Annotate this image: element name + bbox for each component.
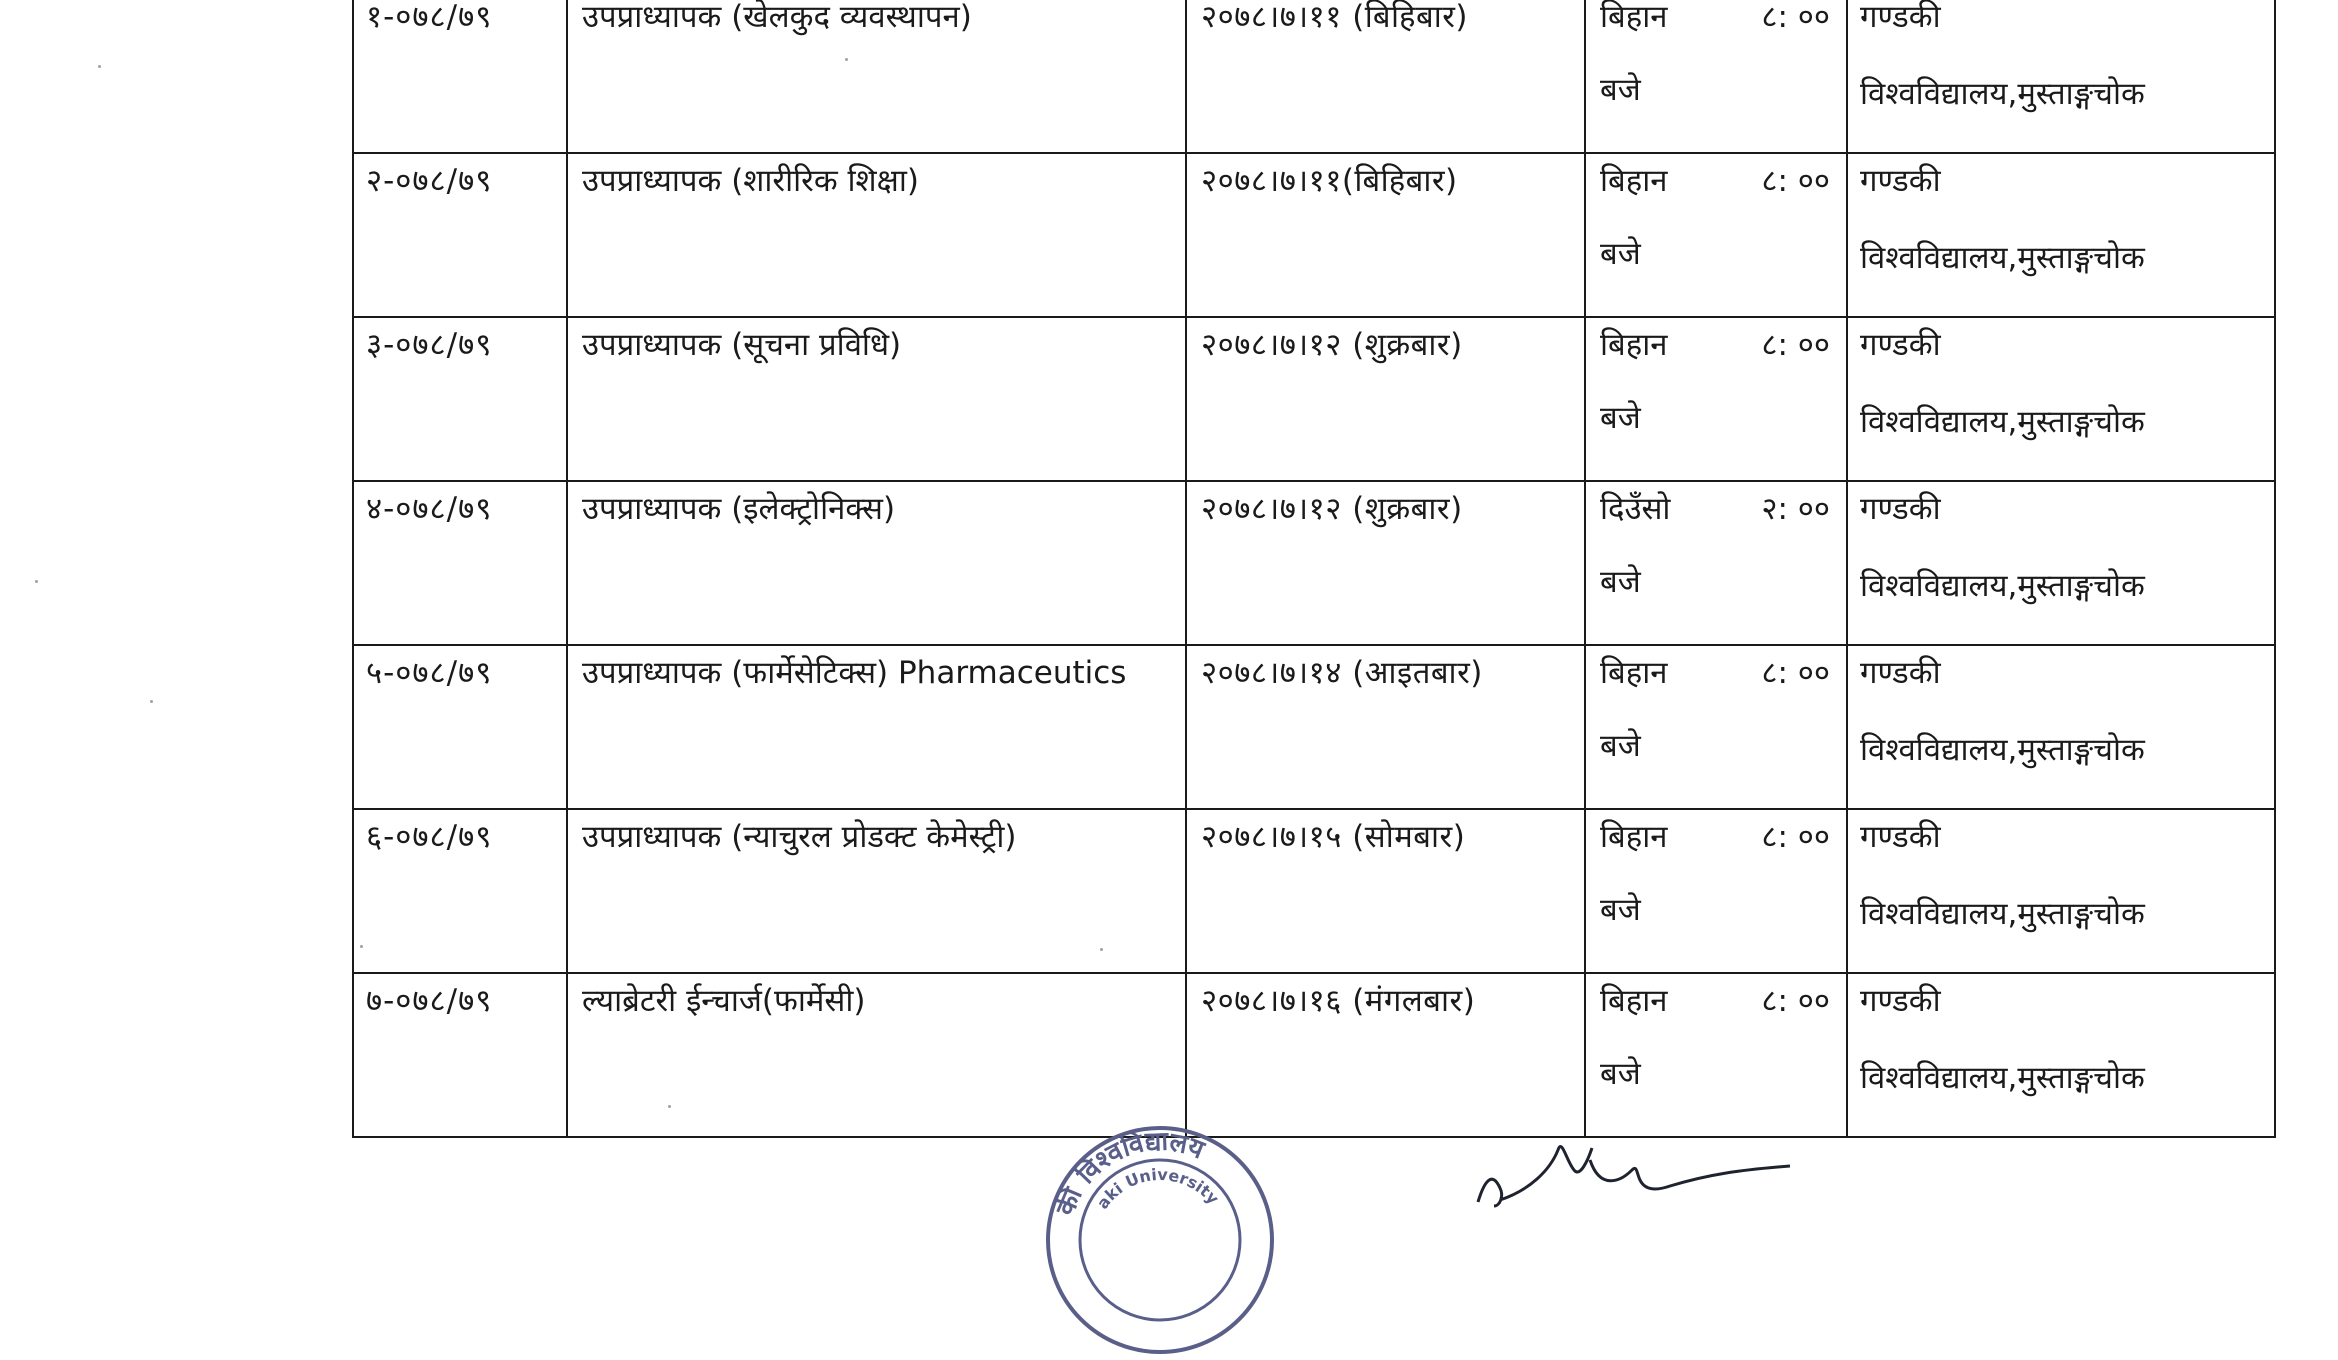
venue-line2: विश्वविद्यालय,मुस्ताङ्गचोक (1860, 240, 2145, 276)
time-unit: बजे (1600, 564, 1641, 600)
post-cell (567, 809, 1186, 973)
time-value: ८: ०० (1761, 327, 1830, 363)
advert-code: ७-०७८/७९ (366, 983, 493, 1019)
venue-line2: विश्वविद्यालय,मुस्ताङ्गचोक (1860, 1060, 2145, 1096)
code-cell (353, 0, 567, 153)
exam-date: २०७८।७।१६ (मंगलबार) (1201, 983, 1476, 1019)
venue-cell (1847, 809, 2275, 973)
table-row (353, 317, 2275, 481)
post-cell (567, 645, 1186, 809)
time-period: बिहान (1600, 163, 1668, 199)
time-value: ८: ०० (1761, 819, 1830, 855)
exam-date: २०७८।७।१५ (सोमबार) (1201, 819, 1466, 855)
venue-line1: गण्डकी (1860, 655, 1941, 691)
time-value: ८: ०० (1761, 0, 1830, 35)
scan-speck (98, 65, 101, 68)
exam-date: २०७८।७।१२ (शुक्रबार) (1201, 491, 1463, 527)
time-unit: बजे (1600, 892, 1641, 928)
time-value: ८: ०० (1761, 983, 1830, 1019)
date-cell (1186, 645, 1585, 809)
exam-date: २०७८।७।१४ (आइतबार) (1201, 655, 1483, 691)
post-title: ल्याब्रेटरी ईन्चार्ज(फार्मेसी) (582, 983, 866, 1019)
code-cell (353, 809, 567, 973)
table-row (353, 809, 2275, 973)
time-unit: बजे (1600, 400, 1641, 436)
date-cell (1186, 481, 1585, 645)
venue-line1: गण्डकी (1860, 983, 1941, 1019)
date-cell (1186, 973, 1585, 1137)
post-cell (567, 481, 1186, 645)
advert-code: ३-०७८/७९ (366, 327, 493, 363)
table-row (353, 645, 2275, 809)
post-cell (567, 973, 1186, 1137)
time-period: बिहान (1600, 0, 1668, 35)
venue-line1: गण्डकी (1860, 0, 1941, 35)
post-cell (567, 0, 1186, 153)
advert-code: ५-०७८/७९ (366, 655, 493, 691)
venue-line2: विश्वविद्यालय,मुस्ताङ्गचोक (1860, 732, 2145, 768)
scan-speck (150, 700, 153, 703)
time-unit: बजे (1600, 72, 1641, 108)
venue-cell (1847, 973, 2275, 1137)
time-period: बिहान (1600, 819, 1668, 855)
post-title: उपप्राध्यापक (इलेक्ट्रोनिक्स) (582, 491, 896, 527)
venue-line2: विश्वविद्यालय,मुस्ताङ्गचोक (1860, 76, 2145, 112)
seal-inner-ring (1080, 1160, 1240, 1320)
date-cell (1186, 153, 1585, 317)
time-value: ८: ०० (1761, 655, 1830, 691)
post-cell (567, 153, 1186, 317)
post-title: उपप्राध्यापक (शारीरिक शिक्षा) (582, 163, 919, 199)
advert-code: ४-०७८/७९ (366, 491, 493, 527)
venue-cell (1847, 317, 2275, 481)
time-cell (1585, 481, 1847, 645)
time-period: बिहान (1600, 983, 1668, 1019)
venue-line2: विश्वविद्यालय,मुस्ताङ्गचोक (1860, 568, 2145, 604)
venue-line1: गण्डकी (1860, 819, 1941, 855)
post-title: उपप्राध्यापक (सूचना प्रविधि) (582, 327, 902, 363)
exam-schedule-table (352, 0, 2276, 1138)
post-title: उपप्राध्यापक (न्याचुरल प्रोडक्ट केमेस्ट्री) (582, 819, 1017, 855)
post-title: उपप्राध्यापक (फार्मेसेटिक्स) Pharmaceutics (582, 655, 1127, 691)
table-row (353, 153, 2275, 317)
code-cell (353, 973, 567, 1137)
exam-date: २०७८।७।१२ (शुक्रबार) (1201, 327, 1463, 363)
venue-line2: विश्वविद्यालय,मुस्ताङ्गचोक (1860, 404, 2145, 440)
code-cell (353, 645, 567, 809)
time-cell (1585, 317, 1847, 481)
date-cell (1186, 317, 1585, 481)
advert-code: १-०७८/७९ (366, 0, 493, 35)
time-unit: बजे (1600, 728, 1641, 764)
code-cell (353, 317, 567, 481)
time-unit: बजे (1600, 236, 1641, 272)
time-value: ८: ०० (1761, 163, 1830, 199)
venue-cell (1847, 0, 2275, 153)
time-cell (1585, 973, 1847, 1137)
code-cell (353, 153, 567, 317)
venue-line1: गण्डकी (1860, 491, 1941, 527)
time-cell (1585, 645, 1847, 809)
university-seal (1040, 1120, 1280, 1360)
time-period: बिहान (1600, 655, 1668, 691)
date-cell (1186, 809, 1585, 973)
venue-cell (1847, 645, 2275, 809)
table-row (353, 481, 2275, 645)
exam-schedule-body (353, 0, 2275, 1137)
post-cell (567, 317, 1186, 481)
advert-code: २-०७८/७९ (366, 163, 493, 199)
time-cell (1585, 0, 1847, 153)
exam-date: २०७८।७।११(बिहिबार) (1201, 163, 1458, 199)
venue-cell (1847, 153, 2275, 317)
time-value: २: ०० (1761, 491, 1830, 527)
venue-cell (1847, 481, 2275, 645)
seal-text-nepali: की विश्वविद्यालय (1050, 1126, 1209, 1221)
time-period: दिउँसो (1600, 491, 1671, 527)
time-cell (1585, 809, 1847, 973)
time-period: बिहान (1600, 327, 1668, 363)
code-cell (353, 481, 567, 645)
table-row (353, 973, 2275, 1137)
table-row (353, 0, 2275, 153)
venue-line1: गण्डकी (1860, 327, 1941, 363)
advert-code: ६-०७८/७९ (366, 819, 493, 855)
date-cell (1186, 0, 1585, 153)
post-title: उपप्राध्यापक (खेलकुद व्यवस्थापन) (582, 0, 972, 35)
venue-line2: विश्वविद्यालय,मुस्ताङ्गचोक (1860, 896, 2145, 932)
handwritten-signature (1470, 1130, 1800, 1210)
seal-text-english: aki University (1092, 1164, 1223, 1213)
time-unit: बजे (1600, 1056, 1641, 1092)
scan-speck (35, 580, 38, 583)
exam-date: २०७८।७।११ (बिहिबार) (1201, 0, 1469, 35)
venue-line1: गण्डकी (1860, 163, 1941, 199)
time-cell (1585, 153, 1847, 317)
